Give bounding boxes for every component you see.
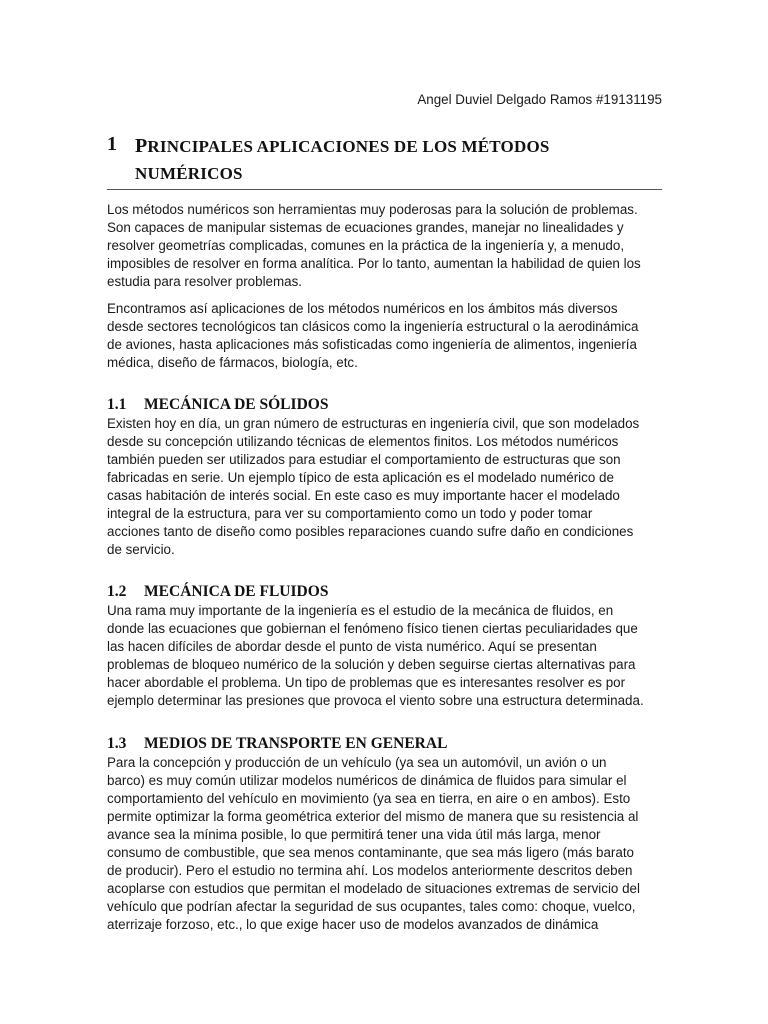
chapter-title-line2: NUMÉRICOS <box>135 164 243 183</box>
section-heading-1-1 <box>107 396 667 414</box>
section-heading-1-2 <box>107 583 667 601</box>
section-title: MECÁNICA DE SÓLIDOS <box>144 396 329 413</box>
heading-rule <box>107 189 662 190</box>
section-text-1-3: Para la concepción y producción de un vehículo (ya sea un automóvil, un avión o un barco) es muy común utilizar modelos numéricos de dinámica de fluidos para simular el comportamiento del vehículo en movimiento (ya sea en tierra, en aire o en ambos). Esto permite optimizar la forma geométrica exterior del mismo de manera que su resistencia al avance sea la mínima posible, lo que permitirá tener una vida útil más larga, menor consumo de combustible, que sea menos contaminante, que sea más ligero (más barato de producir). Pero el estudio no termina ahí. Los modelos anteriormente descritos deben acoplarse con estudios que permitan el modelado de situaciones extremas de servicio del vehículo que podrían afectar la seguridad de sus ocupantes, tales como: choque, vuelco, aterrizaje forzoso, etc., lo que exige hacer uso de modelos avanzados de dinámica <box>107 755 640 932</box>
section-text-1-2: Una rama muy importante de la ingeniería es el estudio de la mecánica de fluidos, en donde las ecuaciones que gobiernan el fenómeno físico tienen ciertas peculiaridades que las hacen difíciles de abordar desde el punto de vista numérico. Aquí se presentan problemas de bloqueo numérico de la solución y deben seguirse ciertas alternativas para hacer abordable el problema. Un tipo de problemas que es interesantes resolver es por ejemplo determinar las presiones que provoca el viento sobre una estructura determinada. <box>107 603 644 708</box>
section-text-1-1: Existen hoy en día, un gran número de estructuras en ingeniería civil, que son modelados desde su concepción utilizando técnicas de elementos finitos. Los métodos numéricos también pueden ser utilizados para estudiar el comportamiento de estructuras que son fabricadas en serie. Un ejemplo típico de esta aplicación es el modelado numérico de casas habitación de interés social. En este caso es muy importante hacer el modelado integral de la estructura, para ver su comportamiento como un todo y poder tomar acciones tanto de diseño como posibles reparaciones cuando sufre daño en condiciones de servicio. <box>107 416 640 557</box>
section-number: 1.2 <box>107 583 127 600</box>
chapter-title-line1: PRINCIPALES APLICACIONES DE LOS MÉTODOS <box>135 135 550 157</box>
section-heading-1-3 <box>107 735 667 753</box>
section-number: 1.1 <box>107 396 127 413</box>
author-line: Angel Duviel Delgado Ramos #19131195 <box>417 92 662 107</box>
intro-paragraph-2: Encontramos así aplicaciones de los métodos numéricos en los ámbitos más diversos desde sectores tecnológicos tan clásicos como la ingeniería estructural o la aerodinámica de aviones, hasta aplicaciones más sofisticadas como ingeniería de alimentos, ingeniería médica, diseño de fármacos, biología, etc. <box>107 301 639 370</box>
section-title: MECÁNICA DE FLUIDOS <box>144 583 329 600</box>
section-number: 1.3 <box>107 735 127 752</box>
chapter-number: 1 <box>107 133 117 155</box>
intro-paragraph-1: Los métodos numéricos son herramientas muy poderosas para la solución de problemas. Son capaces de manipular sistemas de ecuaciones grandes, manejar no linealidades y resolver geometrías complicadas, comunes en la práctica de la ingeniería y, a menudo, imposibles de resolver en forma analítica. Por lo tanto, aumentan la habilidad de quien los estudia para resolver problemas. <box>107 202 641 289</box>
section-title: MEDIOS DE TRANSPORTE EN GENERAL <box>144 735 448 752</box>
